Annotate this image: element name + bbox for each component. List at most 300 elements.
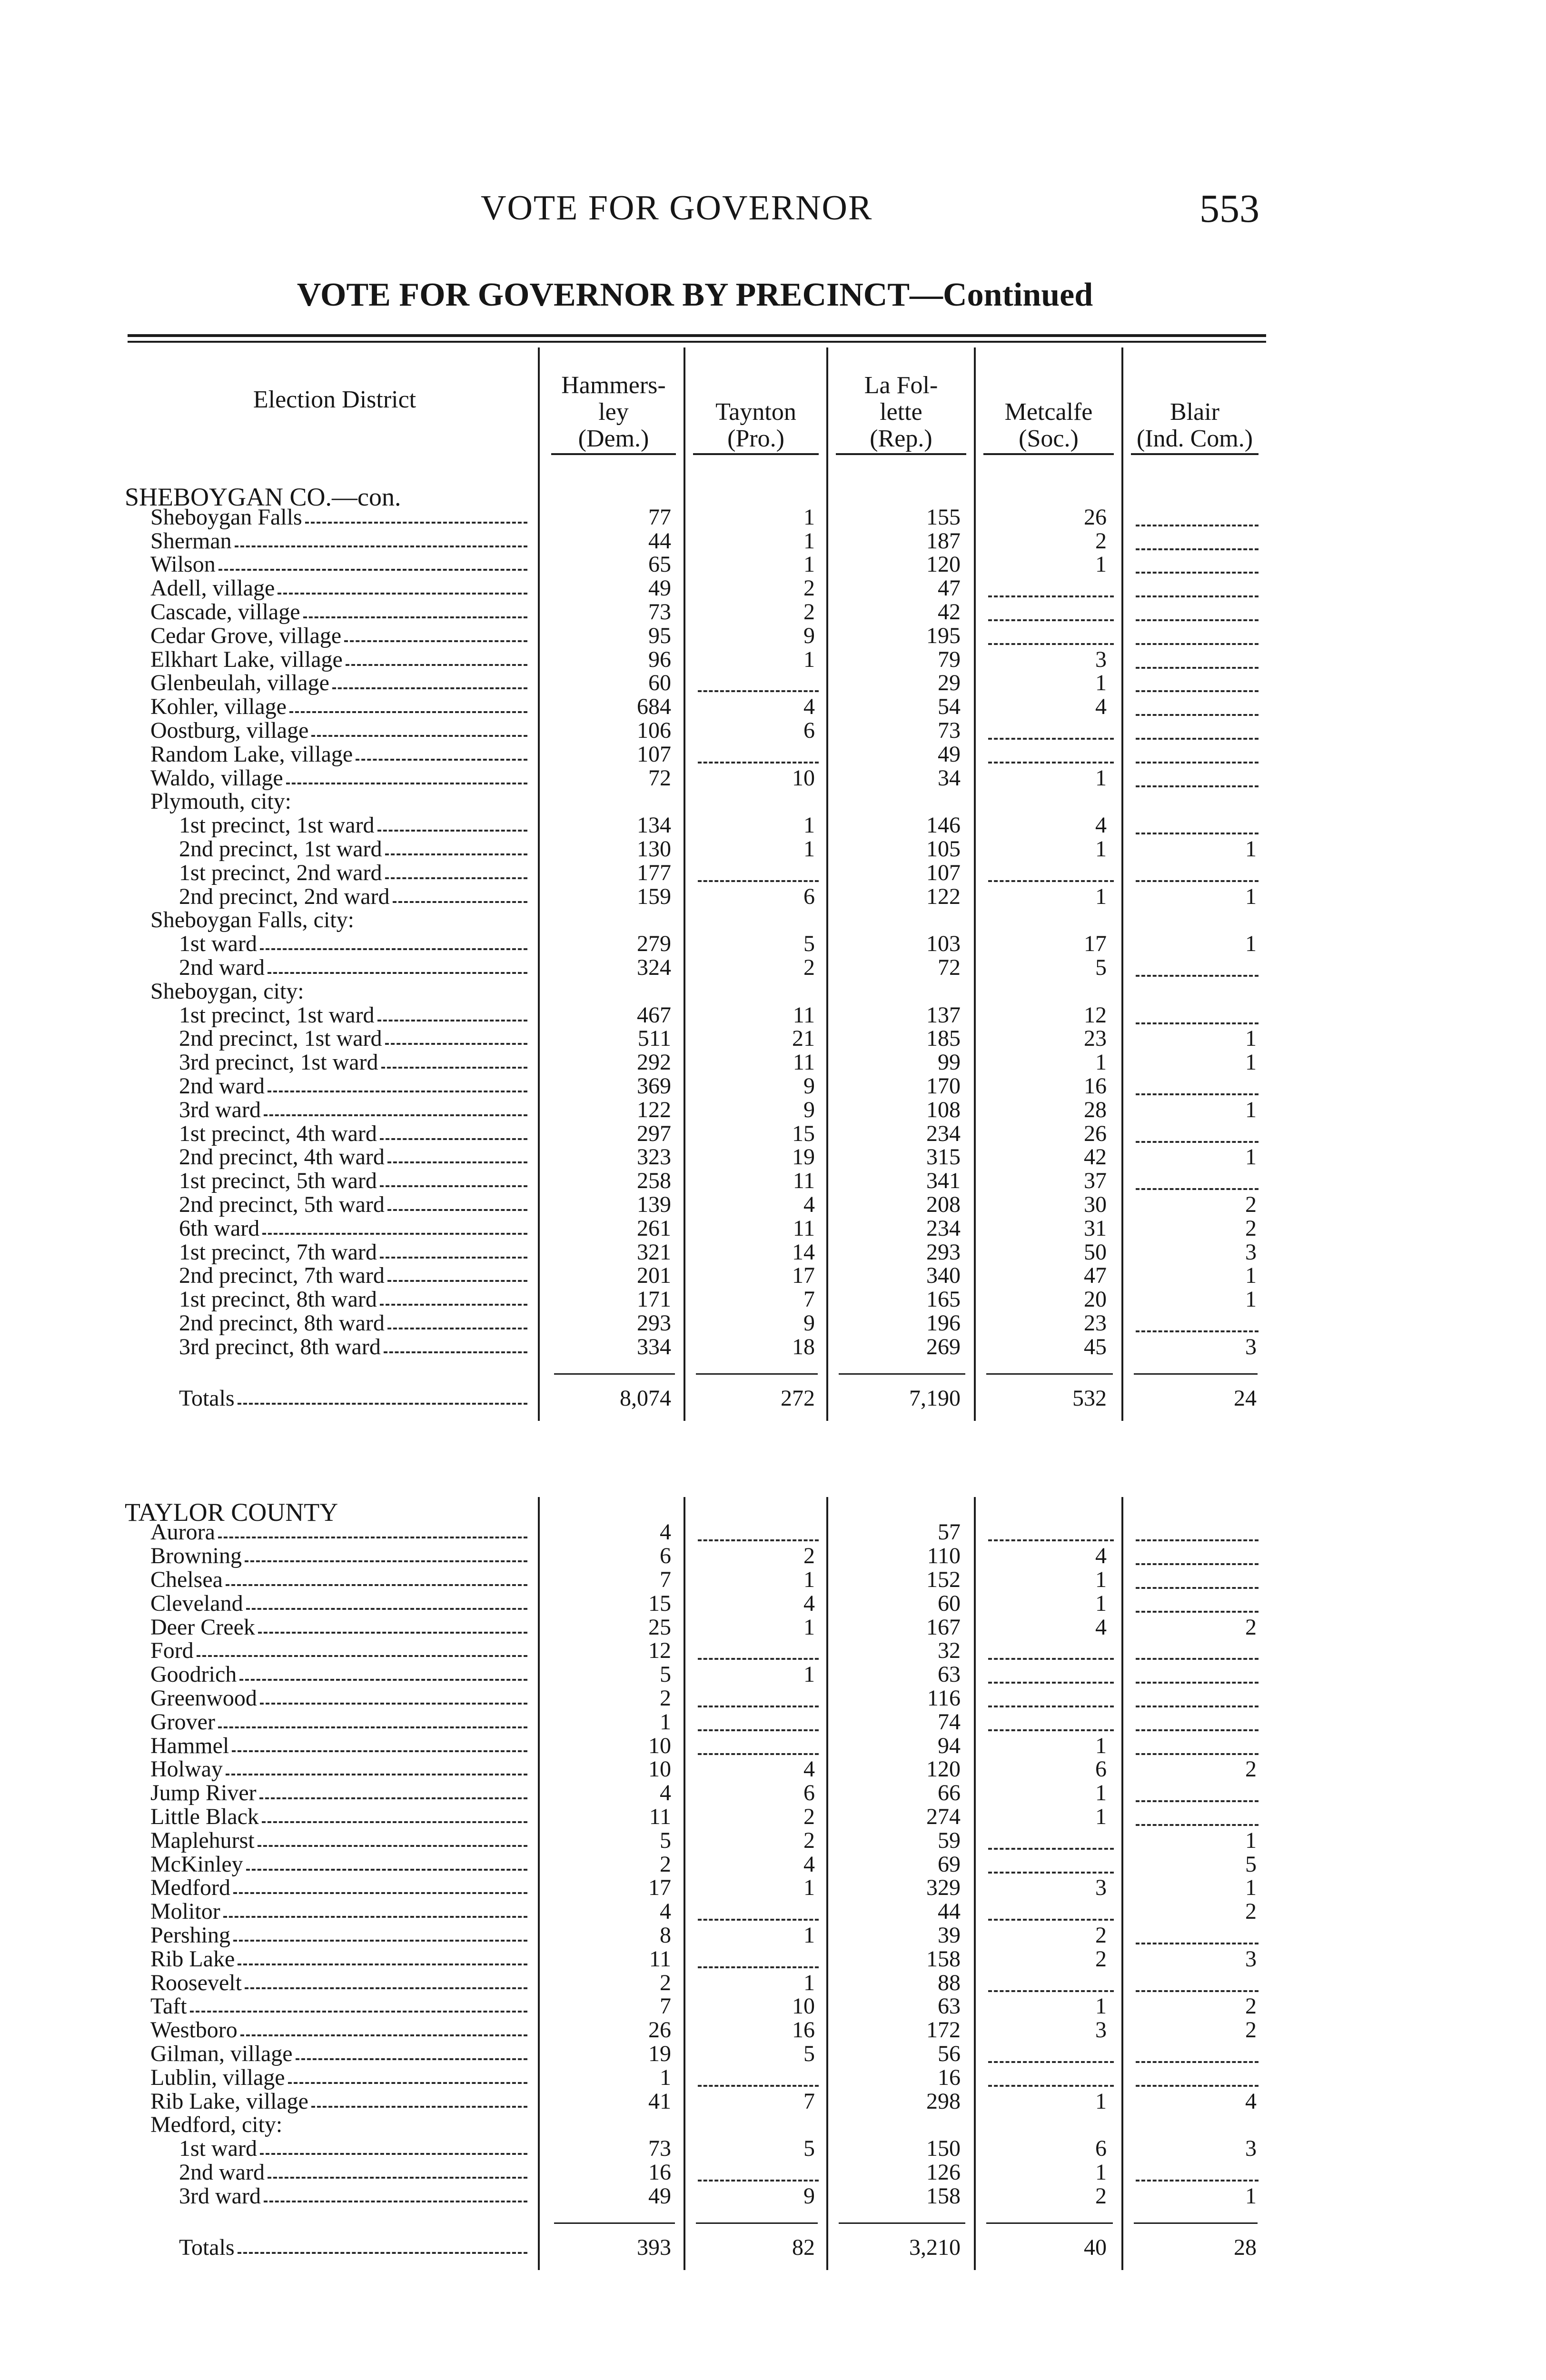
district-name: Cedar Grove, village <box>150 623 342 648</box>
vote-cell-1: 293 <box>637 1310 671 1336</box>
vote-cell-2: 6 <box>803 1780 815 1805</box>
vote-cell-2: 11 <box>793 1002 815 1028</box>
vote-cell-1: 292 <box>637 1050 671 1075</box>
empty-cell-dash <box>988 1660 1114 1684</box>
totals-rule <box>554 2222 675 2224</box>
vote-cell-2: 10 <box>792 1993 815 2019</box>
empty-cell-dash <box>988 1684 1114 1707</box>
vote-cell-1: 107 <box>637 742 671 767</box>
column-header-5 <box>1123 343 1266 452</box>
vote-cell-4: 1 <box>1095 670 1107 695</box>
vote-cell-2: 2 <box>803 1804 815 1829</box>
empty-cell-dash <box>698 740 819 764</box>
table-row <box>0 1663 1546 1686</box>
vote-cell-1: 321 <box>637 1240 671 1265</box>
column-header-line: Taynton <box>715 398 796 426</box>
column-divider <box>974 1497 976 2270</box>
vote-cell-3: 195 <box>926 623 961 648</box>
district-name: Hammel <box>150 1733 229 1758</box>
district-name: Goodrich <box>150 1662 237 1687</box>
leader-dots <box>356 737 527 761</box>
vote-cell-3: 150 <box>926 2136 961 2161</box>
leader-dots <box>268 950 527 974</box>
district-name: Sheboygan Falls, city: <box>150 907 354 932</box>
vote-cell-4: 1 <box>1095 1804 1107 1829</box>
vote-cell-1: 324 <box>637 955 671 980</box>
table-row <box>0 813 1546 837</box>
empty-cell-dash <box>1136 550 1259 574</box>
table-row <box>0 719 1546 743</box>
column-header-line: (Rep.) <box>870 425 932 452</box>
vote-cell-3: 47 <box>938 575 961 601</box>
vote-cell-4: 1 <box>1095 1567 1107 1592</box>
section-heading: TAYLOR COUNTY <box>125 1497 338 1527</box>
vote-cell-5: 1 <box>1245 884 1257 909</box>
vote-cell-1: 2 <box>660 1852 671 1877</box>
vote-cell-4: 1 <box>1095 2089 1107 2114</box>
leader-dots <box>380 1235 527 1259</box>
vote-cell-4: 1 <box>1095 1733 1107 1758</box>
vote-cell-3: 196 <box>926 1310 961 1336</box>
leader-dots <box>233 1870 527 1894</box>
vote-cell-2: 4 <box>803 1192 815 1217</box>
vote-cell-1: 279 <box>637 931 671 956</box>
vote-cell-4: 12 <box>1084 1002 1107 1028</box>
empty-cell-dash <box>698 668 819 692</box>
district-name: Browning <box>150 1543 242 1568</box>
district-name: Adell, village <box>150 575 275 601</box>
district-name: Sheboygan, city: <box>150 979 304 1004</box>
vote-cell-2: 11 <box>793 1216 815 1241</box>
table-row <box>0 1829 1546 1853</box>
empty-cell-dash <box>698 858 819 882</box>
vote-cell-4: 1 <box>1095 1993 1107 2019</box>
empty-cell-dash <box>988 597 1114 621</box>
column-divider <box>826 347 828 1421</box>
leader-dots <box>377 808 527 832</box>
column-header-1 <box>544 343 684 452</box>
vote-cell-3: 185 <box>926 1026 961 1051</box>
district-name: Jump River <box>150 1780 257 1805</box>
vote-cell-5: 1 <box>1245 2183 1257 2209</box>
vote-cell-1: 96 <box>648 647 671 672</box>
vote-cell-3: 42 <box>938 599 961 625</box>
vote-cell-5: 1 <box>1245 1828 1257 1853</box>
vote-cell-1: 19 <box>648 2041 671 2066</box>
empty-cell-dash <box>1136 1166 1259 1190</box>
district-name: 6th ward <box>179 1216 260 1241</box>
district-name: 3rd precinct, 1st ward <box>179 1050 378 1075</box>
empty-cell-dash <box>1136 811 1259 834</box>
vote-cell-3: 99 <box>938 1050 961 1075</box>
table-row <box>0 1781 1546 1805</box>
vote-cell-1: 139 <box>637 1192 671 1217</box>
district-name: 1st precinct, 5th ward <box>179 1168 377 1193</box>
table-row <box>0 1074 1546 1098</box>
column-header-line: lette <box>880 398 922 426</box>
table-row <box>0 932 1546 956</box>
district-name: Maplehurst <box>150 1828 255 1853</box>
vote-cell-1: 2 <box>660 1686 671 1711</box>
district-name: McKinley <box>150 1852 243 1877</box>
subheading-row <box>0 908 1546 932</box>
vote-cell-4: 1 <box>1095 552 1107 577</box>
column-header-3 <box>828 343 974 452</box>
column-header-line: (Ind. Com.) <box>1136 425 1253 452</box>
district-name: Chelsea <box>150 1567 223 1592</box>
vote-cell-1: 8 <box>660 1923 671 1948</box>
district-name: Oostburg, village <box>150 718 309 743</box>
vote-cell-5: 3 <box>1245 1334 1257 1359</box>
vote-cell-1: 1 <box>660 2065 671 2090</box>
empty-cell-dash <box>1136 597 1259 621</box>
vote-cell-1: 73 <box>648 599 671 625</box>
vote-cell-1: 26 <box>648 2017 671 2043</box>
vote-cell-3: 108 <box>926 1097 961 1122</box>
totals-rule <box>986 1373 1113 1375</box>
leader-dots <box>344 618 527 642</box>
vote-cell-1: 44 <box>648 528 671 554</box>
empty-cell-dash <box>1136 1684 1259 1707</box>
vote-cell-2: 1 <box>803 647 815 672</box>
table-row <box>0 1098 1546 1122</box>
leader-dots <box>311 2084 527 2108</box>
district-name: 1st precinct, 1st ward <box>179 1002 375 1028</box>
vote-cell-2: 9 <box>803 1097 815 1122</box>
leader-dots <box>238 1942 527 1965</box>
vote-cell-3: 69 <box>938 1852 961 1877</box>
vote-cell-1: 77 <box>648 505 671 530</box>
vote-cell-4: 42 <box>1084 1144 1107 1170</box>
section-heading: SHEBOYGAN CO.—con. <box>125 483 401 511</box>
district-name: 2nd precinct, 1st ward <box>179 1026 382 1051</box>
table-row <box>0 506 1546 529</box>
empty-cell-dash <box>1136 1921 1259 1944</box>
vote-cell-2: 6 <box>803 718 815 743</box>
leader-dots <box>268 1069 527 1092</box>
empty-cell-dash <box>698 1636 819 1660</box>
totals-rule <box>554 1373 675 1375</box>
district-name: 1st precinct, 7th ward <box>179 1240 377 1265</box>
vote-cell-4: 26 <box>1084 1121 1107 1146</box>
district-name: 2nd ward <box>179 1073 265 1099</box>
vote-cell-2: 5 <box>803 931 815 956</box>
vote-cell-4: 4 <box>1095 694 1107 719</box>
totals-rule <box>839 1373 965 1375</box>
vote-cell-1: 334 <box>637 1334 671 1359</box>
vote-cell-2: 1 <box>803 813 815 838</box>
district-name: Deer Creek <box>150 1615 255 1640</box>
vote-cell-1: 15 <box>648 1591 671 1616</box>
column-header-line: Election District <box>253 386 416 413</box>
empty-cell-dash <box>988 1636 1114 1660</box>
leader-dots <box>264 1092 527 1116</box>
district-name: 2nd precinct, 8th ward <box>179 1310 385 1336</box>
leader-dots <box>218 1515 527 1538</box>
district-name: 2nd precinct, 7th ward <box>179 1263 385 1288</box>
vote-cell-5: 1 <box>1245 1875 1257 1900</box>
vote-cell-4: 1 <box>1095 884 1107 909</box>
district-name: 2nd ward <box>179 2160 265 2185</box>
vote-cell-3: 39 <box>938 1923 961 1948</box>
district-name: Greenwood <box>150 1686 257 1711</box>
empty-cell-dash <box>988 1517 1114 1541</box>
vote-cell-3: 44 <box>938 1899 961 1924</box>
empty-cell-dash <box>698 1731 819 1755</box>
table-row <box>0 1520 1546 1544</box>
totals-label: Totals <box>179 2235 235 2260</box>
leader-dots <box>288 2060 527 2084</box>
vote-cell-4: 16 <box>1084 1073 1107 1099</box>
empty-cell-dash <box>1136 1119 1259 1143</box>
table-row <box>0 671 1546 695</box>
leader-dots <box>387 1306 527 1329</box>
table-row <box>0 624 1546 648</box>
leader-dots <box>332 665 527 689</box>
vote-cell-1: 467 <box>637 1002 671 1028</box>
column-divider <box>826 1497 828 2270</box>
vote-cell-3: 63 <box>938 1662 961 1687</box>
column-divider <box>684 1497 685 2270</box>
district-name: Ford <box>150 1638 194 1663</box>
vote-cell-2: 21 <box>792 1026 815 1051</box>
empty-cell-dash <box>1136 692 1259 716</box>
leader-dots <box>197 1633 527 1657</box>
district-name: Molitor <box>150 1899 220 1924</box>
total-cell-5: 28 <box>1234 2235 1257 2260</box>
table-row <box>0 1003 1546 1027</box>
leader-dots <box>387 1258 527 1282</box>
leader-dots <box>232 1728 527 1752</box>
vote-cell-3: 274 <box>926 1804 961 1829</box>
empty-cell-dash <box>988 740 1114 764</box>
vote-cell-4: 50 <box>1084 1240 1107 1265</box>
vote-cell-1: 177 <box>637 860 671 885</box>
vote-cell-2: 1 <box>803 1970 815 1995</box>
leader-dots <box>264 2179 527 2202</box>
vote-cell-3: 172 <box>926 2017 961 2043</box>
leader-dots <box>258 1610 527 1634</box>
vote-cell-2: 1 <box>803 1662 815 1687</box>
total-cell-3: 7,190 <box>909 1386 961 1411</box>
vote-cell-1: 323 <box>637 1144 671 1170</box>
vote-cell-1: 106 <box>637 718 671 743</box>
vote-cell-5: 3 <box>1245 1946 1257 1972</box>
district-name: Sheboygan Falls <box>150 505 302 530</box>
table-row <box>0 1568 1546 1592</box>
vote-cell-1: 41 <box>648 2089 671 2114</box>
leader-dots <box>286 761 527 784</box>
vote-cell-1: 684 <box>637 694 671 719</box>
column-divider <box>1121 1497 1123 2270</box>
leader-dots <box>238 2230 527 2254</box>
empty-cell-dash <box>1136 740 1259 764</box>
vote-cell-4: 23 <box>1084 1026 1107 1051</box>
vote-cell-2: 9 <box>803 623 815 648</box>
vote-cell-4: 1 <box>1095 2160 1107 2185</box>
table-row <box>0 1051 1546 1074</box>
district-name: 2nd ward <box>179 955 265 980</box>
district-name: 1st ward <box>179 2136 257 2161</box>
vote-cell-3: 298 <box>926 2089 961 2114</box>
total-cell-1: 393 <box>637 2235 671 2260</box>
vote-cell-5: 3 <box>1245 2136 1257 2161</box>
vote-cell-4: 6 <box>1095 2136 1107 2161</box>
vote-cell-5: 1 <box>1245 1050 1257 1075</box>
vote-cell-3: 137 <box>926 1002 961 1028</box>
vote-cell-4: 23 <box>1084 1310 1107 1336</box>
leader-dots <box>289 689 527 713</box>
empty-cell-dash <box>988 1826 1114 1850</box>
header-underline <box>983 453 1114 455</box>
vote-cell-3: 152 <box>926 1567 961 1592</box>
leader-dots <box>238 1381 527 1405</box>
leader-dots <box>260 1681 527 1705</box>
leader-dots <box>277 571 527 595</box>
vote-cell-3: 29 <box>938 670 961 695</box>
empty-cell-dash <box>1136 1541 1259 1565</box>
vote-cell-3: 293 <box>926 1240 961 1265</box>
district-name: Medford <box>150 1875 230 1900</box>
table-row <box>0 553 1546 576</box>
vote-cell-3: 105 <box>926 836 961 862</box>
vote-cell-1: 297 <box>637 1121 671 1146</box>
leader-dots <box>245 1538 527 1562</box>
vote-cell-3: 59 <box>938 1828 961 1853</box>
vote-cell-3: 120 <box>926 1756 961 1782</box>
vote-cell-1: 65 <box>648 552 671 577</box>
table-row <box>0 1592 1546 1616</box>
empty-cell-dash <box>1136 503 1259 526</box>
totals-rule <box>696 1373 818 1375</box>
vote-cell-3: 341 <box>926 1168 961 1193</box>
empty-cell-dash <box>988 1897 1114 1921</box>
empty-cell-dash <box>1136 668 1259 692</box>
leader-dots <box>377 998 527 1021</box>
district-name: Cascade, village <box>150 599 300 625</box>
empty-cell-dash <box>698 1707 819 1731</box>
vote-cell-4: 4 <box>1095 1543 1107 1568</box>
leader-dots <box>258 1823 527 1847</box>
vote-cell-4: 37 <box>1084 1168 1107 1193</box>
empty-cell-dash <box>1136 1565 1259 1589</box>
leader-dots <box>226 1752 527 1775</box>
vote-cell-4: 30 <box>1084 1192 1107 1217</box>
empty-cell-dash <box>698 2063 819 2087</box>
district-name: 2nd precinct, 5th ward <box>179 1192 385 1217</box>
empty-cell-dash <box>988 621 1114 645</box>
empty-cell-dash <box>1136 1589 1259 1613</box>
vote-cell-2: 9 <box>803 1073 815 1099</box>
vote-cell-1: 10 <box>648 1756 671 1782</box>
empty-cell-dash <box>1136 2039 1259 2063</box>
vote-cell-1: 11 <box>649 1804 671 1829</box>
table-row <box>0 1853 1546 1876</box>
district-name: Holway <box>150 1756 223 1782</box>
leader-dots <box>260 926 527 950</box>
vote-cell-3: 155 <box>926 505 961 530</box>
subheading-row <box>0 2113 1546 2137</box>
vote-cell-3: 165 <box>926 1287 961 1312</box>
vote-cell-4: 20 <box>1084 1287 1107 1312</box>
table-row <box>0 576 1546 600</box>
leader-dots <box>260 2131 527 2155</box>
empty-cell-dash <box>988 574 1114 597</box>
table-row <box>0 885 1546 909</box>
table-row <box>0 1264 1546 1288</box>
vote-cell-3: 234 <box>926 1121 961 1146</box>
column-header-line: La Fol- <box>864 372 938 399</box>
leader-dots <box>259 1775 527 1799</box>
top-rule <box>128 334 1266 337</box>
leader-dots <box>262 1211 527 1235</box>
vote-cell-3: 73 <box>938 718 961 743</box>
leader-dots <box>384 1329 527 1353</box>
vote-cell-4: 4 <box>1095 1615 1107 1640</box>
totals-label: Totals <box>179 1386 235 1411</box>
district-name: 2nd precinct, 4th ward <box>179 1144 385 1170</box>
empty-cell-dash <box>1136 1731 1259 1755</box>
vote-cell-1: 16 <box>648 2160 671 2185</box>
total-cell-1: 8,074 <box>620 1386 671 1411</box>
vote-cell-5: 2 <box>1245 1993 1257 2019</box>
empty-cell-dash <box>988 1968 1114 1992</box>
leader-dots <box>218 547 527 571</box>
district-name: 1st precinct, 8th ward <box>179 1287 377 1312</box>
total-cell-3: 3,210 <box>909 2235 961 2260</box>
empty-cell-dash <box>1136 764 1259 787</box>
total-cell-4: 40 <box>1084 2235 1107 2260</box>
vote-cell-4: 2 <box>1095 528 1107 554</box>
subheading-row <box>0 980 1546 1003</box>
vote-cell-2: 1 <box>803 1615 815 1640</box>
table-row <box>0 743 1546 766</box>
empty-cell-dash <box>1136 1802 1259 1826</box>
empty-cell-dash <box>988 2039 1114 2063</box>
vote-cell-3: 107 <box>926 860 961 885</box>
vote-cell-5: 4 <box>1245 2089 1257 2114</box>
table-row <box>0 1145 1546 1169</box>
empty-cell-dash <box>988 1707 1114 1731</box>
column-divider <box>538 1497 540 2270</box>
vote-cell-1: 258 <box>637 1168 671 1193</box>
district-name: 3rd ward <box>179 2183 261 2209</box>
empty-cell-dash <box>1136 1968 1259 1992</box>
totals-row <box>0 1387 1546 1410</box>
district-name: Glenbeulah, village <box>150 670 329 695</box>
table-row <box>0 1311 1546 1335</box>
vote-cell-3: 94 <box>938 1733 961 1758</box>
vote-cell-4: 3 <box>1095 1875 1107 1900</box>
leader-dots <box>381 1045 527 1069</box>
leader-dots <box>223 1894 527 1918</box>
district-name: Aurora <box>150 1519 215 1545</box>
vote-cell-2: 1 <box>803 1875 815 1900</box>
empty-cell-dash <box>1136 1517 1259 1541</box>
vote-cell-2: 15 <box>792 1121 815 1146</box>
leader-dots <box>268 2155 527 2179</box>
total-cell-4: 532 <box>1072 1386 1107 1411</box>
empty-cell-dash <box>1136 574 1259 597</box>
empty-cell-dash <box>698 1897 819 1921</box>
vote-cell-3: 66 <box>938 1780 961 1805</box>
table-row <box>0 1924 1546 1947</box>
vote-cell-3: 315 <box>926 1144 961 1170</box>
vote-cell-1: 201 <box>637 1263 671 1288</box>
vote-cell-1: 49 <box>648 2183 671 2209</box>
empty-cell-dash <box>1136 1071 1259 1095</box>
leader-dots <box>305 500 527 524</box>
